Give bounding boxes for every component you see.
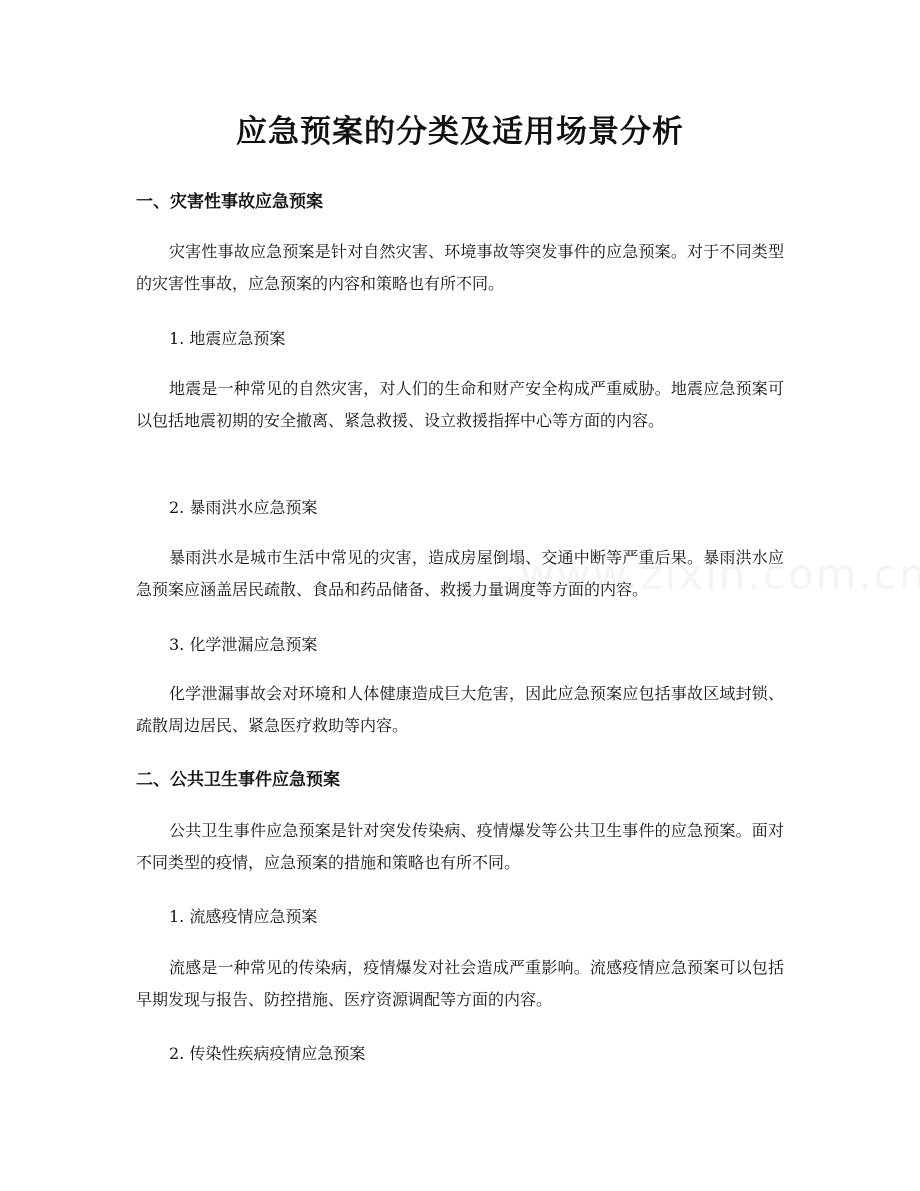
subsection-text-earthquake: 地震是一种常见的自然灾害，对人们的生命和财产安全构成严重威胁。地震应急预案可以包括地震初期的安全撤离、紧急救援、设立救援指挥中心等方面的内容。 (136, 379, 784, 430)
section-intro-disaster: 灾害性事故应急预案是针对自然灾害、环境事故等突发事件的应急预案。对于不同类型的灾害性事故，应急预案的内容和策略也有所不同。 (136, 242, 784, 293)
section-heading-disaster: 一、灾害性事故应急预案 (136, 192, 323, 212)
subsection-title-infectious-disease: 2. 传染性疾病疫情应急预案 (169, 1044, 366, 1063)
subsection-title-flood: 2. 暴雨洪水应急预案 (169, 498, 318, 517)
subsection-title-chemical: 3. 化学泄漏应急预案 (169, 635, 318, 654)
section-intro-public-health: 公共卫生事件应急预案是针对突发传染病、疫情爆发等公共卫生事件的应急预案。面对不同类型的疫情，应急预案的措施和策略也有所不同。 (136, 821, 784, 872)
section-heading-public-health: 二、公共卫生事件应急预案 (136, 770, 340, 790)
subsection-text-chemical: 化学泄漏事故会对环境和人体健康造成巨大危害，因此应急预案应包括事故区域封锁、疏散周边居民、紧急医疗救助等内容。 (136, 684, 784, 735)
subsection-text-influenza: 流感是一种常见的传染病，疫情爆发对社会造成严重影响。流感疫情应急预案可以包括早期发现与报告、防控措施、医疗资源调配等方面的内容。 (136, 958, 784, 1009)
subsection-title-influenza: 1. 流感疫情应急预案 (169, 907, 318, 926)
subsection-text-flood: 暴雨洪水是城市生活中常见的灾害，造成房屋倒塌、交通中断等严重后果。暴雨洪水应急预案应涵盖居民疏散、食品和药品储备、救援力量调度等方面的内容。 (136, 548, 784, 599)
subsection-title-earthquake: 1. 地震应急预案 (169, 329, 286, 348)
document-title: 应急预案的分类及适用场景分析 (236, 114, 684, 150)
